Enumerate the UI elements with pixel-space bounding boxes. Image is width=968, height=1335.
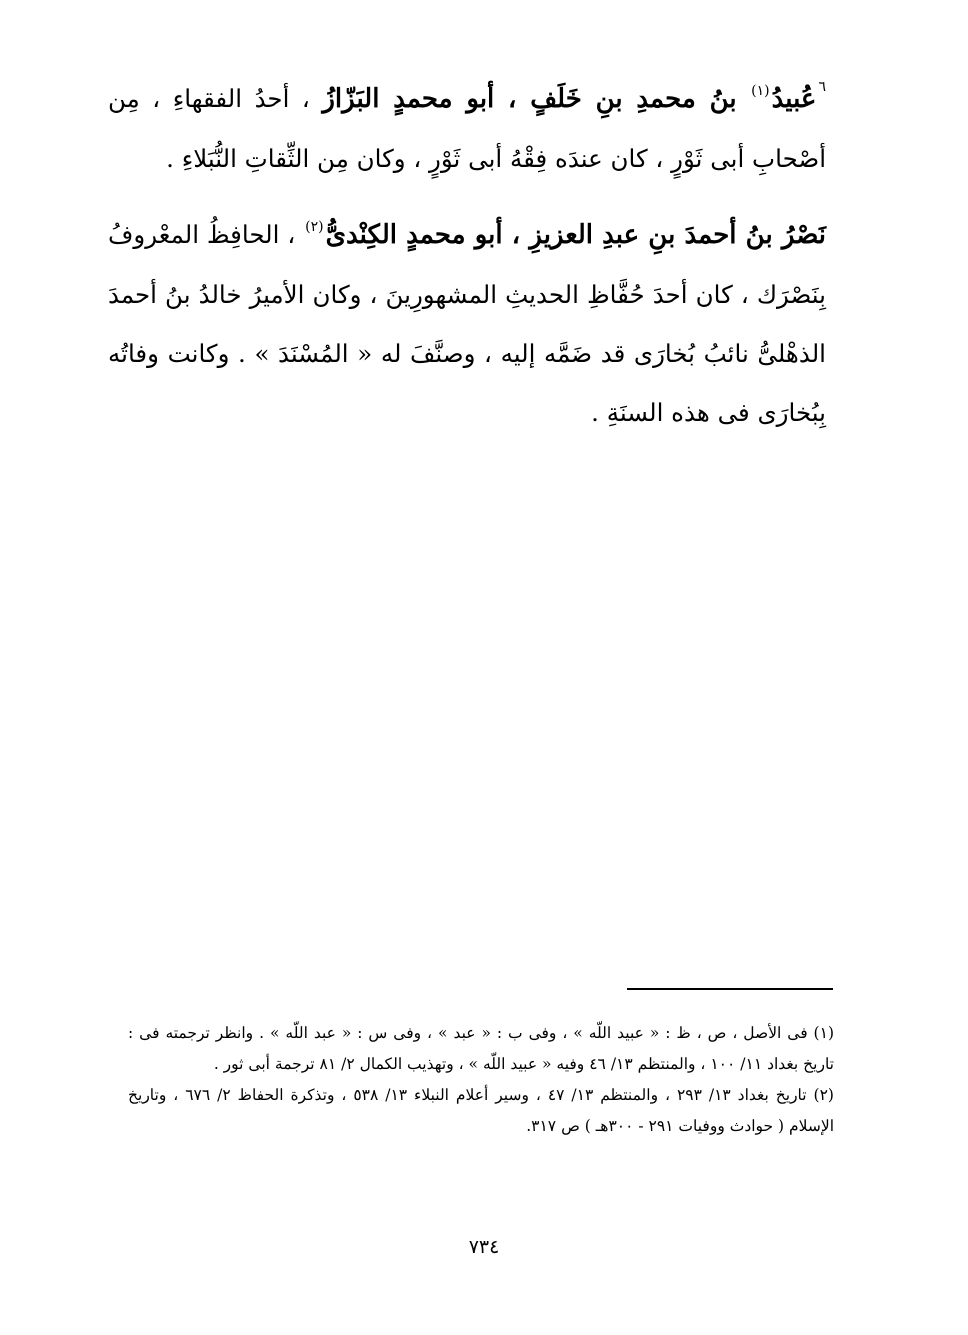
entry-ubaid (108, 58, 826, 188)
footnotes (128, 1018, 834, 1142)
entry-text: ، الحافِظُ المعْروفُ بِنَصْرَك ، كان أحدَ حُفَّاظِ الحديثِ المشهورِينَ ، وكان الأميرُ خالدُ بنُ أحمدَ الذهْلىُّ نائبُ بُخارَى قد ضَمَّه إليه ، وصنَّفَ له « المُسْنَدَ » . وكانت وفاتُه بِبُخارَى فى هذه السنَةِ . (108, 220, 826, 427)
entry-nasr (108, 198, 826, 442)
footnote-ref: (٢) (305, 219, 324, 235)
footnote-divider (627, 988, 833, 990)
entry-name: عُبيدُ (771, 84, 817, 114)
main-text (108, 58, 826, 452)
footnote-1: (١) فى الأصل ، ص ، ظ : « عبيد اللّه » ، وفى ب : « عبد » ، وفى س : « عبد اللّه » . وانظر ترجمته فى : تاريخ بغداد ١١/ ١٠٠ ، والمنتظم ١٣/ ٤٦ وفيه « عبيد اللّه » ، وتهذيب الكمال ٢/ ٨١ ترجمة أبى ثور . (128, 1024, 834, 1073)
footnote-ref: (١) (751, 83, 770, 99)
entry-name: نَصْرُ بنُ أحمدَ بنِ عبدِ العزيزِ ، أبو محمدٍ الكِنْدىُّ (325, 220, 826, 250)
entry-text: ، أحدُ الفقهاءِ ، مِن أصْحابِ أبى ثَوْرٍ ، كان عندَه فِقْهُ أبى ثَوْرٍ ، وكان مِن الثِّقاتِ النُّبَلاءِ . (108, 84, 826, 173)
page-number: ٧٣٤ (468, 1236, 500, 1258)
entry-marker: ٦ (818, 79, 826, 95)
footnote-2: (٢) تاريخ بغداد ١٣/ ٢٩٣ ، والمنتظم ١٣/ ٤٧ ، وسير أعلام النبلاء ١٣/ ٥٣٨ ، وتذكرة الحفاظ ٢/ ٦٧٦ ، وتاريخ الإسلام ( حوادث ووفيات ٢٩١ - ٣٠٠هـ ) ص ٣١٧. (128, 1086, 834, 1135)
entry-lineage: بنُ محمدِ بنِ خَلَفٍ ، أبو محمدٍ البَزّازُ (322, 84, 737, 114)
